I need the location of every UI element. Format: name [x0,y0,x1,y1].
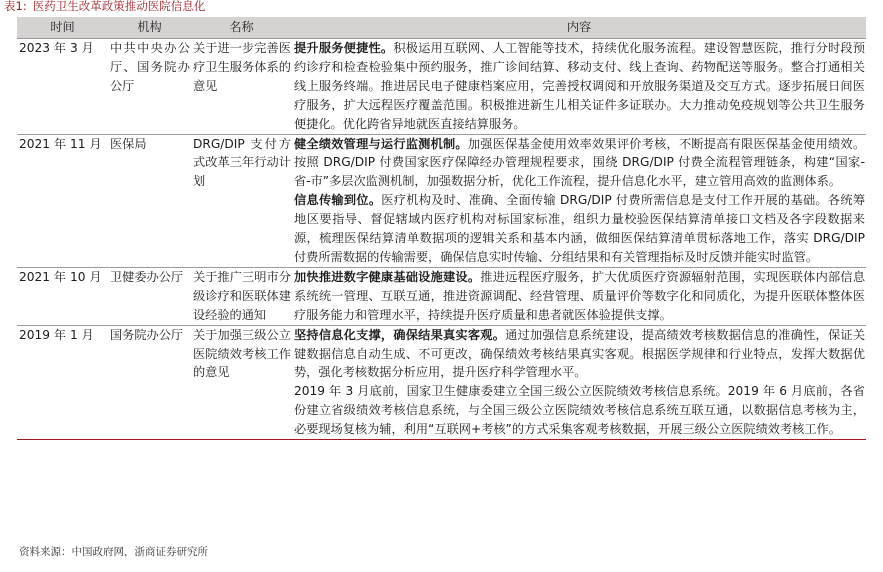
header-time: 时间 [17,17,108,39]
header-name: 名称 [191,17,292,39]
content-text: 加强医保基金使用效率效果评价考核，不断提高有限医保基金使用绩效。按照 DRG/DIP 付费国家医疗保障经办管理规程要求，围绕 DRG/DIP 付费全流程管理链条，构建“国家-省-市”多层次监测机制，加强数据分析，优化工作流程，提升信息化水平，建立管用高效的监测体系。 [294,136,866,189]
content-paragraph [294,135,865,192]
content-paragraph [294,39,865,134]
content-text: 2019 年 3 月底前，国家卫生健康委建立全国三级公立医院绩效考核信息系统。2019 年 6 月底前，各省份建立省级绩效考核信息系统，与全国三级公立医院绩效考核信息系统互联互通，以数据信息考核为主，必要现场复核为辅，利用“互联网+考核”的方式采集客观考核数据，开展三级公立医院绩效考核工作。 [294,384,865,437]
content-heading: 信息传输到位。 [294,193,382,208]
row-time: 2019 年 1 月 [17,325,108,439]
caption-title: 医药卫生改革政策推动医院信息化 [32,0,206,13]
content-heading: 加快推进数字健康基础设施建设。 [294,269,481,284]
table-row [17,325,866,439]
table-row [17,267,866,325]
row-time: 2021 年 10 月 [17,267,108,325]
content-text: 积极运用互联网、人工智能等技术，持续优化服务流程。建设智慧医院，推行分时段预约诊疗和检查检验集中预约服务，推广诊间结算、移动支付、线上查询、药物配送等服务。整合打通相关线上服务终端。推进居民电子健康档案应用，完善授权调阅和开放服务渠道及交互方式。逐步拓展日间医疗服务，扩大远程医疗覆盖范围。积极推进新生儿相关证件多证联办。大力推动免疫规划等公共卫生服务便捷化。优化跨省异地就医直接结算服务。 [294,41,866,131]
row-org: 国务院办公厅 [108,325,191,439]
content-paragraph [294,382,865,439]
row-time: 2023 年 3 月 [17,39,108,135]
content-heading: 坚持信息化支撑，确保结果真实客观。 [294,327,506,342]
row-org: 卫健委办公厅 [108,267,191,325]
row-content [292,325,866,439]
content-text: 推进远程医疗服务，扩大优质医疗资源辐射范围，实现医联体内部信息系统统一管理、互联互通，推进资源调配、经营管理、质量评价等数字化和同质化，为提升医联体整体医疗服务能力和管理水平，持续提升医疗质量和患者就医体验提供支撑。 [294,269,866,322]
row-org: 医保局 [108,134,191,267]
content-text: 通过加强信息系统建设，提高绩效考核数据信息的准确性，保证关键数据信息自动生成、不可更改，确保绩效考核结果真实客观。根据医学规律和行业特点，发挥大数据优势，强化考核数据分析应用，提升医疗科学管理水平。 [294,327,866,380]
content-heading: 提升服务便捷性。 [294,41,394,55]
row-content [292,267,866,325]
row-name: 关于加强三级公立医院绩效考核工作的意见 [191,325,292,439]
caption-number: 表1: [4,0,27,13]
table-header-row [17,17,866,39]
content-paragraph [294,268,865,325]
content-heading: 健全绩效管理与运行监测机制。 [294,136,468,151]
row-name: DRG/DIP 支付方式改革三年行动计划 [191,134,292,267]
header-org: 机构 [108,17,191,39]
row-content [292,134,866,267]
source-note: 资料来源：中国政府网，浙商证券研究所 [19,546,208,558]
row-content [292,39,866,135]
row-time: 2021 年 11 月 [17,134,108,267]
row-org: 中共中央办公厅、国务院办公厅 [108,39,191,135]
row-name: 关于推广三明市分级诊疗和医联体建设经验的通知 [191,267,292,325]
header-content: 内容 [292,17,866,39]
content-paragraph [294,326,865,383]
row-name: 关于进一步完善医疗卫生服务体系的意见 [191,39,292,135]
policy-table [17,17,866,440]
content-text: 医疗机构及时、准确、全面传输 DRG/DIP 付费所需信息是支付工作开展的基础。各统筹地区要指导、督促辖域内医疗机构对标国家标准，组织力量校验医保结算清单接口文档及各字段数据来源，梳理医保结算清单数据项的逻辑关系和基本内涵，做细医保结算清单贯标落地工作，落实 DRG/DIP 付费所需数据的传输需要，确保信息实时传输、分组结果和有关管理指标及时反馈并能实时监管。 [294,193,866,264]
table-caption [4,0,205,14]
content-paragraph [294,191,865,267]
table-row [17,134,866,267]
table-row [17,39,866,135]
